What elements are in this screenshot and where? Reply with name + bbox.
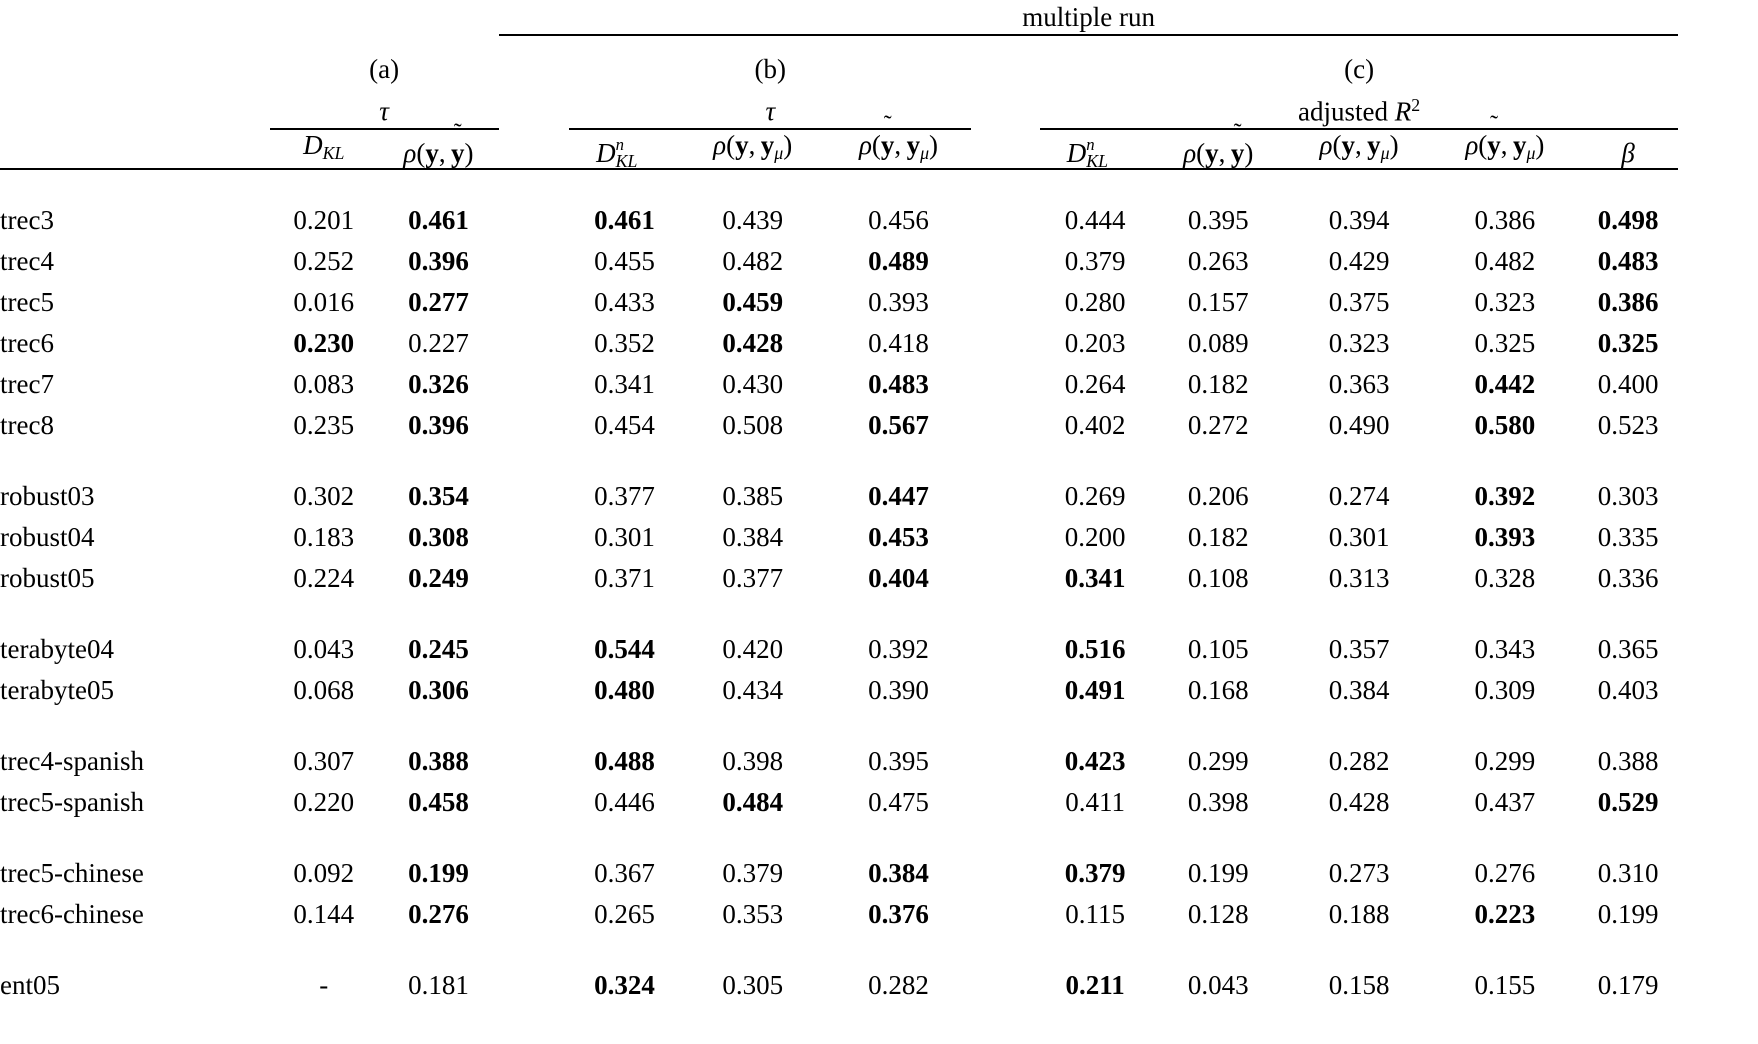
column-gap: [499, 894, 569, 935]
cell-c-beta: 0.386: [1597, 287, 1659, 318]
cell-c-beta: 0.199: [1597, 899, 1659, 930]
cell-c-beta: 0.335: [1597, 522, 1659, 553]
table-row: [0, 965, 1758, 1006]
group-letter-c: (c): [1344, 54, 1375, 84]
cell-b-rho-y-ymu: 0.420: [722, 634, 784, 665]
cell-b-dkl-n: 0.544: [594, 634, 655, 665]
cell-c-rho-ytilde-ymu: 0.223: [1474, 899, 1536, 930]
cell-a-dkl: 0.092: [293, 858, 355, 889]
column-gap: [499, 323, 569, 364]
cell-c-rho-y-ytilde: 0.105: [1187, 634, 1249, 665]
column-gap: [499, 965, 569, 1006]
cell-c-rho-y-ytilde: 0.089: [1187, 328, 1249, 359]
column-gap: [499, 670, 569, 711]
cell-c-beta: 0.179: [1597, 970, 1659, 1001]
column-gap: [971, 965, 1039, 1006]
row-label: ent05: [0, 970, 60, 1001]
cell-c-rho-ytilde-ymu: 0.299: [1474, 746, 1536, 777]
column-gap: [971, 517, 1039, 558]
row-label: trec7: [0, 369, 54, 400]
table-row: [0, 405, 1758, 446]
cell-c-rho-y-ymu: 0.490: [1328, 410, 1390, 441]
cell-a-rho-y-ytilde: 0.227: [408, 328, 469, 359]
cell-c-rho-ytilde-ymu: 0.325: [1474, 328, 1536, 359]
cell-c-beta: 0.336: [1597, 563, 1659, 594]
cell-c-dkl-n: 0.211: [1065, 970, 1125, 1001]
cell-b-rho-y-ymu: 0.385: [722, 481, 784, 512]
cell-a-dkl: 0.201: [293, 205, 355, 236]
cell-b-rho-y-ymu: 0.482: [722, 246, 784, 277]
cell-c-rho-y-ytilde: 0.398: [1187, 787, 1249, 818]
cell-b-rho-ytilde-ymu: 0.456: [868, 205, 929, 236]
cell-c-rho-y-ytilde: 0.206: [1187, 481, 1249, 512]
cell-c-rho-y-ymu: 0.394: [1328, 205, 1390, 236]
cell-c-rho-ytilde-ymu: 0.393: [1474, 522, 1536, 553]
cell-b-rho-ytilde-ymu: 0.453: [868, 522, 929, 553]
column-gap: [499, 558, 569, 599]
row-label: terabyte05: [0, 675, 114, 706]
cell-b-rho-y-ymu: 0.434: [722, 675, 784, 706]
block-spacer: [0, 599, 1758, 629]
cell-c-rho-y-ytilde: 0.157: [1187, 287, 1249, 318]
cell-b-rho-y-ymu: 0.377: [722, 563, 784, 594]
cell-b-rho-ytilde-ymu: 0.418: [868, 328, 929, 359]
cell-b-rho-y-ymu: 0.430: [722, 369, 784, 400]
cell-c-beta: 0.483: [1597, 246, 1659, 277]
cell-c-rho-ytilde-ymu: 0.155: [1474, 970, 1536, 1001]
cell-c-rho-y-ymu: 0.274: [1328, 481, 1390, 512]
cell-c-rho-y-ytilde: 0.182: [1187, 522, 1249, 553]
cell-b-dkl-n: 0.371: [594, 563, 655, 594]
table-row: [0, 782, 1758, 823]
cell-c-rho-ytilde-ymu: 0.482: [1474, 246, 1536, 277]
table-row: [0, 323, 1758, 364]
cell-a-dkl: 0.230: [293, 328, 355, 359]
cell-b-dkl-n: 0.367: [594, 858, 655, 889]
cell-a-rho-y-ytilde: 0.458: [408, 787, 469, 818]
cell-c-dkl-n: 0.264: [1064, 369, 1126, 400]
cell-a-dkl: -: [319, 970, 329, 1001]
row-pad: [1678, 965, 1758, 1006]
column-header-c-rho-ytilde-ymu: ρ( ˜ y, yμ): [1465, 111, 1545, 164]
row-pad: [1678, 364, 1758, 405]
cell-a-rho-y-ytilde: 0.306: [408, 675, 469, 706]
cell-c-rho-y-ymu: 0.428: [1328, 787, 1390, 818]
row-pad: [1678, 558, 1758, 599]
cell-b-rho-y-ymu: 0.508: [722, 410, 784, 441]
column-gap: [499, 853, 569, 894]
supergroup-title-row: [0, 0, 1758, 34]
cell-a-rho-y-ytilde: 0.276: [408, 899, 469, 930]
cell-b-rho-ytilde-ymu: 0.404: [868, 563, 929, 594]
cell-c-rho-y-ytilde: 0.272: [1187, 410, 1249, 441]
column-gap: [971, 741, 1039, 782]
cell-c-rho-y-ytilde: 0.299: [1187, 746, 1249, 777]
cell-c-beta: 0.523: [1597, 410, 1659, 441]
cell-b-dkl-n: 0.455: [594, 246, 655, 277]
column-gap: [499, 282, 569, 323]
table-row: [0, 364, 1758, 405]
column-gap: [499, 364, 569, 405]
cell-b-rho-ytilde-ymu: 0.483: [868, 369, 929, 400]
group-letter-row: [0, 50, 1758, 88]
table-row: [0, 558, 1758, 599]
cell-a-rho-y-ytilde: 0.249: [408, 563, 469, 594]
cell-c-dkl-n: 0.203: [1064, 328, 1126, 359]
table-row: [0, 200, 1758, 241]
cell-c-rho-ytilde-ymu: 0.343: [1474, 634, 1536, 665]
group-metric-a: τ: [379, 96, 389, 127]
row-pad: [1678, 517, 1758, 558]
cell-c-dkl-n: 0.423: [1064, 746, 1126, 777]
cell-c-dkl-n: 0.280: [1064, 287, 1126, 318]
cell-c-beta: 0.403: [1597, 675, 1659, 706]
column-gap: [971, 670, 1039, 711]
cell-b-dkl-n: 0.461: [594, 205, 655, 236]
cell-c-rho-ytilde-ymu: 0.386: [1474, 205, 1536, 236]
column-gap: [499, 476, 569, 517]
cell-a-dkl: 0.043: [293, 634, 355, 665]
column-header-c-rho-y-ytilde: ρ(y, ˜ y): [1183, 119, 1254, 169]
cell-a-rho-y-ytilde: 0.326: [408, 369, 469, 400]
table-row: [0, 629, 1758, 670]
cell-c-beta: 0.303: [1597, 481, 1659, 512]
column-gap: [971, 200, 1039, 241]
cell-a-dkl: 0.307: [293, 746, 355, 777]
column-gap: [499, 782, 569, 823]
row-pad: [1678, 894, 1758, 935]
cell-c-rho-y-ytilde: 0.182: [1187, 369, 1249, 400]
cell-c-dkl-n: 0.341: [1064, 563, 1126, 594]
cell-b-rho-y-ymu: 0.398: [722, 746, 784, 777]
row-pad: [1678, 670, 1758, 711]
cell-c-rho-y-ymu: 0.375: [1328, 287, 1390, 318]
cell-c-rho-ytilde-ymu: 0.442: [1474, 369, 1536, 400]
cell-b-rho-y-ymu: 0.484: [722, 787, 784, 818]
cell-c-rho-y-ymu: 0.188: [1328, 899, 1390, 930]
cell-a-dkl: 0.224: [293, 563, 355, 594]
column-gap: [499, 241, 569, 282]
cell-b-dkl-n: 0.265: [594, 899, 655, 930]
column-gap: [971, 323, 1039, 364]
row-label: terabyte04: [0, 634, 114, 665]
table-row: [0, 476, 1758, 517]
cell-a-dkl: 0.220: [293, 787, 355, 818]
table-row: [0, 894, 1758, 935]
row-label: trec4-spanish: [0, 746, 144, 777]
column-gap: [971, 558, 1039, 599]
cell-a-rho-y-ytilde: 0.277: [408, 287, 469, 318]
cell-b-rho-ytilde-ymu: 0.392: [868, 634, 929, 665]
row-pad: [1678, 741, 1758, 782]
cell-c-beta: 0.325: [1597, 328, 1659, 359]
column-header-c-beta: β: [1621, 138, 1635, 169]
cell-b-rho-y-ymu: 0.384: [722, 522, 784, 553]
cell-c-beta: 0.400: [1597, 369, 1659, 400]
supergroup-title: multiple run: [1022, 2, 1155, 32]
row-label: trec6: [0, 328, 54, 359]
row-pad: [1678, 200, 1758, 241]
table-row: [0, 670, 1758, 711]
cell-b-rho-y-ymu: 0.379: [722, 858, 784, 889]
cell-c-rho-y-ymu: 0.273: [1328, 858, 1390, 889]
cell-c-rho-ytilde-ymu: 0.437: [1474, 787, 1536, 818]
cell-b-dkl-n: 0.352: [594, 328, 655, 359]
cell-b-dkl-n: 0.301: [594, 522, 655, 553]
cell-c-rho-y-ymu: 0.158: [1328, 970, 1390, 1001]
cell-c-rho-y-ytilde: 0.199: [1187, 858, 1249, 889]
column-header-b-rho-ytilde-ymu: ρ( ˜ y, yμ): [858, 111, 939, 164]
group-letter-b: (b): [754, 54, 787, 84]
cell-b-dkl-n: 0.433: [594, 287, 655, 318]
block-spacer: [0, 446, 1758, 476]
cell-b-dkl-n: 0.446: [594, 787, 655, 818]
cell-c-rho-ytilde-ymu: 0.328: [1474, 563, 1536, 594]
cell-a-rho-y-ytilde: 0.181: [408, 970, 469, 1001]
cell-c-dkl-n: 0.444: [1064, 205, 1126, 236]
spacer: [0, 169, 1758, 200]
row-label: trec6-chinese: [0, 899, 144, 930]
cell-c-dkl-n: 0.379: [1064, 858, 1126, 889]
cell-a-rho-y-ytilde: 0.396: [408, 410, 469, 441]
cell-b-dkl-n: 0.480: [594, 675, 655, 706]
cell-b-dkl-n: 0.377: [594, 481, 655, 512]
row-label: robust05: [0, 563, 95, 594]
column-gap: [971, 364, 1039, 405]
block-spacer: [0, 711, 1758, 741]
cell-c-dkl-n: 0.491: [1064, 675, 1126, 706]
row-pad: [1678, 323, 1758, 364]
cell-c-rho-y-ytilde: 0.043: [1187, 970, 1249, 1001]
column-gap: [499, 517, 569, 558]
row-pad: [1678, 782, 1758, 823]
group-letter-a: (a): [369, 54, 400, 84]
cell-b-dkl-n: 0.488: [594, 746, 655, 777]
cell-c-rho-y-ymu: 0.357: [1328, 634, 1390, 665]
column-gap: [971, 241, 1039, 282]
cell-c-dkl-n: 0.115: [1065, 899, 1125, 930]
cell-a-dkl: 0.016: [293, 287, 355, 318]
cell-b-rho-ytilde-ymu: 0.376: [868, 899, 929, 930]
column-gap: [499, 741, 569, 782]
cell-c-beta: 0.529: [1597, 787, 1659, 818]
row-label: trec8: [0, 410, 54, 441]
column-header-row: [0, 129, 1758, 168]
cell-b-rho-ytilde-ymu: 0.567: [868, 410, 929, 441]
cell-b-dkl-n: 0.324: [594, 970, 655, 1001]
cell-b-rho-ytilde-ymu: 0.384: [868, 858, 929, 889]
cell-c-rho-y-ytilde: 0.168: [1187, 675, 1249, 706]
cell-c-dkl-n: 0.269: [1064, 481, 1126, 512]
cell-b-rho-ytilde-ymu: 0.390: [868, 675, 929, 706]
table-row: [0, 282, 1758, 323]
cell-b-rho-y-ymu: 0.305: [722, 970, 784, 1001]
cell-b-rho-y-ymu: 0.439: [722, 205, 784, 236]
column-gap: [971, 405, 1039, 446]
cell-c-rho-ytilde-ymu: 0.580: [1474, 410, 1536, 441]
cell-b-rho-y-ymu: 0.353: [722, 899, 784, 930]
column-header-c-rho-y-ymu: ρ(y, yμ): [1319, 130, 1399, 164]
cell-c-rho-y-ymu: 0.384: [1328, 675, 1390, 706]
column-gap: [499, 200, 569, 241]
cell-c-dkl-n: 0.402: [1064, 410, 1126, 441]
cell-b-rho-y-ymu: 0.428: [722, 328, 784, 359]
cell-a-rho-y-ytilde: 0.461: [408, 205, 469, 236]
cell-b-rho-ytilde-ymu: 0.447: [868, 481, 929, 512]
cell-a-rho-y-ytilde: 0.308: [408, 522, 469, 553]
row-label: trec5-spanish: [0, 787, 144, 818]
cell-b-rho-ytilde-ymu: 0.475: [868, 787, 929, 818]
cell-c-rho-ytilde-ymu: 0.309: [1474, 675, 1536, 706]
cell-a-rho-y-ytilde: 0.396: [408, 246, 469, 277]
table-row: [0, 741, 1758, 782]
row-label: trec5-chinese: [0, 858, 144, 889]
row-pad: [1678, 476, 1758, 517]
cell-a-rho-y-ytilde: 0.245: [408, 634, 469, 665]
cell-a-rho-y-ytilde: 0.354: [408, 481, 469, 512]
cell-a-dkl: 0.302: [293, 481, 355, 512]
row-label: trec4: [0, 246, 54, 277]
cell-a-rho-y-ytilde: 0.199: [408, 858, 469, 889]
column-header-a-rho-y-ytilde: ρ(y, ˜ y): [403, 119, 474, 169]
cell-a-dkl: 0.083: [293, 369, 355, 400]
column-gap: [971, 476, 1039, 517]
cell-c-rho-y-ymu: 0.323: [1328, 328, 1390, 359]
cell-b-dkl-n: 0.341: [594, 369, 655, 400]
column-header-a-dkl: $D_{KL}$: [303, 130, 345, 164]
cell-a-dkl: 0.252: [293, 246, 355, 277]
cell-c-beta: 0.388: [1597, 746, 1659, 777]
cell-c-rho-ytilde-ymu: 0.323: [1474, 287, 1536, 318]
column-gap: [971, 782, 1039, 823]
cell-b-rho-ytilde-ymu: 0.393: [868, 287, 929, 318]
cell-c-beta: 0.365: [1597, 634, 1659, 665]
cell-a-dkl: 0.183: [293, 522, 355, 553]
spacer: [0, 35, 1758, 50]
cell-c-rho-y-ymu: 0.301: [1328, 522, 1390, 553]
row-pad: [1678, 853, 1758, 894]
cell-c-rho-y-ymu: 0.429: [1328, 246, 1390, 277]
row-pad: [1678, 282, 1758, 323]
cell-a-rho-y-ytilde: 0.388: [408, 746, 469, 777]
row-label: robust03: [0, 481, 95, 512]
column-header-b-dkl-n: D n KL: [596, 134, 638, 171]
cell-c-rho-y-ytilde: 0.263: [1187, 246, 1249, 277]
row-pad: [1678, 629, 1758, 670]
cell-b-rho-y-ymu: 0.459: [722, 287, 784, 318]
cell-b-rho-ytilde-ymu: 0.395: [868, 746, 929, 777]
block-spacer: [0, 823, 1758, 853]
cell-a-dkl: 0.235: [293, 410, 355, 441]
group-metric-b: τ: [765, 96, 776, 127]
cell-c-rho-y-ytilde: 0.395: [1187, 205, 1249, 236]
cell-c-beta: 0.498: [1597, 205, 1659, 236]
column-gap: [971, 853, 1039, 894]
row-pad: [1678, 405, 1758, 446]
row-label: trec3: [0, 205, 54, 236]
block-spacer: [0, 935, 1758, 965]
cell-b-dkl-n: 0.454: [594, 410, 655, 441]
cell-b-rho-ytilde-ymu: 0.282: [868, 970, 929, 1001]
column-gap: [499, 629, 569, 670]
column-gap: [971, 894, 1039, 935]
cell-c-dkl-n: 0.516: [1064, 634, 1126, 665]
cell-c-rho-ytilde-ymu: 0.392: [1474, 481, 1536, 512]
cell-c-dkl-n: 0.379: [1064, 246, 1126, 277]
group-metric-c: adjusted $R^2$: [1298, 95, 1421, 127]
cell-a-dkl: 0.068: [293, 675, 355, 706]
cell-c-rho-y-ytilde: 0.128: [1187, 899, 1249, 930]
table-row: [0, 241, 1758, 282]
table-row: [0, 853, 1758, 894]
cell-c-beta: 0.310: [1597, 858, 1659, 889]
column-gap: [499, 405, 569, 446]
cell-c-rho-y-ymu: 0.282: [1328, 746, 1390, 777]
cell-c-rho-y-ytilde: 0.108: [1187, 563, 1249, 594]
row-label: trec5: [0, 287, 54, 318]
row-label: robust04: [0, 522, 95, 553]
cell-a-dkl: 0.144: [293, 899, 355, 930]
column-gap: [971, 282, 1039, 323]
cell-c-dkl-n: 0.411: [1065, 787, 1125, 818]
cell-c-rho-y-ymu: 0.363: [1328, 369, 1390, 400]
column-header-b-rho-y-ymu: ρ(y, yμ): [713, 130, 793, 164]
row-pad: [1678, 241, 1758, 282]
cell-c-rho-ytilde-ymu: 0.276: [1474, 858, 1536, 889]
cell-b-rho-ytilde-ymu: 0.489: [868, 246, 929, 277]
cell-c-rho-y-ymu: 0.313: [1328, 563, 1390, 594]
cell-c-dkl-n: 0.200: [1064, 522, 1126, 553]
column-header-c-dkl-n: D n KL: [1066, 134, 1108, 171]
column-gap: [971, 629, 1039, 670]
table-row: [0, 517, 1758, 558]
